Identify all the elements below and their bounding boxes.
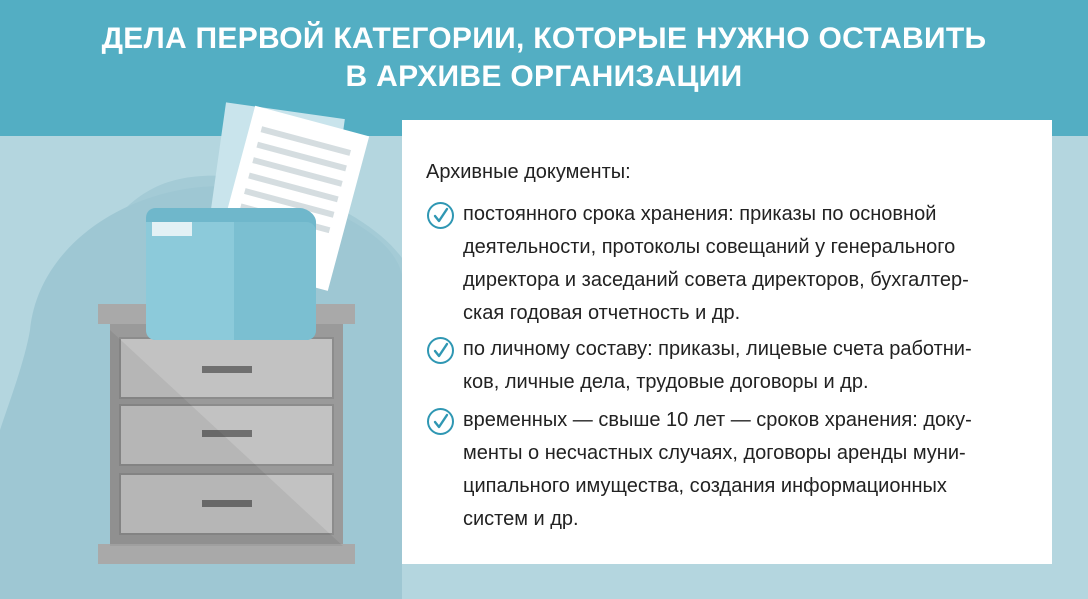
archive-documents-card bbox=[402, 120, 1052, 564]
check-circle-icon bbox=[426, 201, 455, 230]
folder-label bbox=[152, 222, 192, 236]
folder-front-left bbox=[146, 222, 234, 340]
check-circle-icon bbox=[426, 336, 455, 365]
folder-front-right bbox=[234, 222, 316, 340]
list-item bbox=[426, 198, 1026, 330]
title-line-1: ДЕЛА ПЕРВОЙ КАТЕГОРИИ, КОТОРЫЕ НУЖНО ОСТАВИТЬ bbox=[101, 22, 987, 55]
title-line-2: В АРХИВЕ ОРГАНИЗАЦИИ bbox=[345, 60, 743, 93]
filing-cabinet-icon bbox=[98, 304, 355, 564]
cabinet-base bbox=[98, 544, 355, 564]
list-item bbox=[426, 333, 1026, 399]
list-item-text: по личному составу: приказы, лицевые счета работни- ков, личные дела, трудовые договоры и др. bbox=[463, 338, 972, 393]
check-circle-icon bbox=[426, 407, 455, 436]
list-item-text: временных — свыше 10 лет — сроков хранения: доку- менты о несчастных случаях, договоры аренды муни- ципального имущества, создания информационных систем и др. bbox=[463, 409, 972, 530]
card-heading: Архивные документы: bbox=[426, 161, 631, 183]
list-item bbox=[426, 404, 1026, 536]
folder-icon bbox=[146, 208, 316, 340]
list-item-text: постоянного срока хранения: приказы по основной деятельности, протоколы совещаний у генерального директора и заседаний совета директоров, бухгалтер- ская годовая отчетность и др. bbox=[463, 203, 969, 324]
drawer-1-handle bbox=[202, 366, 252, 373]
